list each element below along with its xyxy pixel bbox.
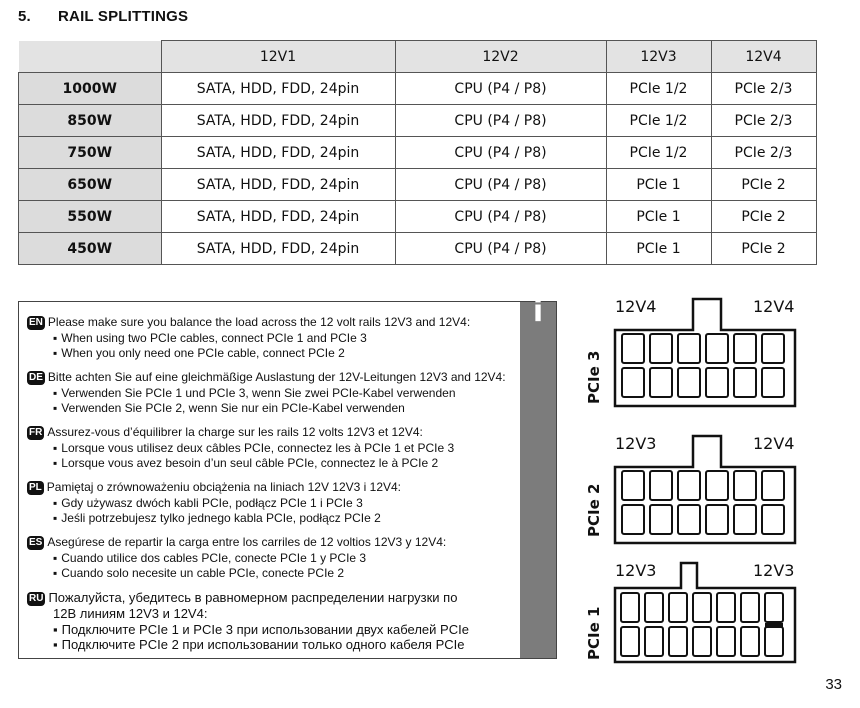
- connector-pcie1-outline: [585, 560, 800, 676]
- language-badge-en: EN: [29, 317, 43, 328]
- table-cell: CPU (P4 / P8): [395, 137, 606, 169]
- note-de: [27, 370, 506, 417]
- language-badge-de: DE: [29, 372, 43, 383]
- table-row: [19, 201, 817, 233]
- table-cell: PCIe 1: [606, 201, 711, 233]
- table-cell: PCIe 2: [711, 169, 816, 201]
- table-cell: PCIe 2: [711, 201, 816, 233]
- note-en: [27, 315, 470, 362]
- note-text: Asegúrese de repartir la carga entre los carriles de 12 voltios 12V3 y 12V4:: [47, 535, 447, 549]
- note-bullet: ▪ Lorsque vous avez besoin d’un seul câble PCIe, connectez le à PCIe 2: [27, 456, 454, 472]
- column-header: 12V3: [606, 41, 711, 73]
- table-cell: CPU (P4 / P8): [395, 233, 606, 265]
- note-text: Pamiętaj o zrównoważeniu obciążenia na liniach 12V 12V3 i 12V4:: [46, 480, 402, 494]
- note-bullet: ▪ Cuando utilice dos cables PCIe, conecte PCIe 1 y PCIe 3: [27, 551, 446, 567]
- table-row: [19, 73, 817, 105]
- section-title: RAIL SPLITTINGS: [58, 8, 189, 25]
- column-header: 12V4: [711, 41, 816, 73]
- note-bullet: ▪ Verwenden Sie PCIe 1 und PCIe 3, wenn Sie zwei PCIe-Kabel verwenden: [27, 386, 506, 402]
- table-cell: CPU (P4 / P8): [395, 169, 606, 201]
- connector-pcie3: [585, 296, 800, 412]
- note-pl: [27, 480, 401, 527]
- table-cell: SATA, HDD, FDD, 24pin: [161, 137, 395, 169]
- note-text: Пожалуйста, убедитесь в равномерном распределении нагрузки по: [48, 590, 458, 605]
- note-fr: [27, 425, 454, 472]
- table-cell: PCIe 2/3: [711, 137, 816, 169]
- table-row: [19, 137, 817, 169]
- row-header: 750W: [19, 137, 162, 169]
- note-text: Please make sure you balance the load across the 12 volt rails 12V3 and 12V4:: [47, 315, 471, 329]
- language-badge-pl: PL: [29, 482, 42, 493]
- connector-right-label: 12V3: [753, 561, 795, 580]
- connector-pcie2: [585, 433, 800, 549]
- connector-name: PCIe 3: [585, 350, 603, 404]
- table-row: [19, 169, 817, 201]
- section-number: 5.: [18, 8, 31, 25]
- table-cell: PCIe 1: [606, 169, 711, 201]
- table-cell: PCIe 1: [606, 233, 711, 265]
- row-header: 850W: [19, 105, 162, 137]
- connector-right-label: 12V4: [753, 434, 795, 453]
- connector-left-label: 12V3: [615, 561, 657, 580]
- connector-pcie1: [585, 560, 800, 676]
- connector-pcie2-outline: [585, 433, 800, 549]
- table-row: [19, 105, 817, 137]
- note-text-continued: 12В линиям 12V3 и 12V4:: [53, 606, 208, 621]
- table-corner: [19, 41, 162, 73]
- note-bullet: ▪ Jeśli potrzebujesz tylko jednego kabla PCIe, podłącz PCIe 2: [27, 511, 401, 527]
- table-row: [19, 233, 817, 265]
- note-bullet: ▪ Подключите PCIe 2 при использовании только одного кабеля PCIe: [27, 637, 469, 653]
- table-cell: SATA, HDD, FDD, 24pin: [161, 201, 395, 233]
- table-cell: SATA, HDD, FDD, 24pin: [161, 73, 395, 105]
- note-bullet: ▪ Gdy używasz dwóch kabli PCIe, podłącz PCIe 1 i PCIe 3: [27, 496, 401, 512]
- note-bullet: ▪ Подключите PCIe 1 и PCIe 3 при использовании двух кабелей PCIe: [27, 622, 469, 638]
- table-cell: PCIe 1/2: [606, 105, 711, 137]
- table-cell: PCIe 1/2: [606, 73, 711, 105]
- table-cell: SATA, HDD, FDD, 24pin: [161, 169, 395, 201]
- table-cell: SATA, HDD, FDD, 24pin: [161, 105, 395, 137]
- table-cell: CPU (P4 / P8): [395, 201, 606, 233]
- connector-name: PCIe 2: [585, 483, 603, 537]
- info-sidebar: [520, 294, 556, 658]
- note-bullet: ▪ Verwenden Sie PCIe 2, wenn Sie nur ein PCIe-Kabel verwenden: [27, 401, 506, 417]
- connector-name: PCIe 1: [585, 606, 603, 660]
- row-header: 650W: [19, 169, 162, 201]
- table-header-row: [19, 41, 817, 73]
- connector-left-label: 12V4: [615, 297, 657, 316]
- column-header: 12V2: [395, 41, 606, 73]
- row-header: 450W: [19, 233, 162, 265]
- connector-left-label: 12V3: [615, 434, 657, 453]
- table-cell: PCIe 1/2: [606, 137, 711, 169]
- column-header: 12V1: [161, 41, 395, 73]
- table-cell: PCIe 2/3: [711, 73, 816, 105]
- connector-right-label: 12V4: [753, 297, 795, 316]
- info-icon: i: [532, 294, 544, 329]
- language-badge-fr: FR: [29, 427, 43, 438]
- note-bullet: ▪ Lorsque vous utilisez deux câbles PCIe, connectez les à PCIe 1 et PCIe 3: [27, 441, 454, 457]
- language-badge-ru: RU: [29, 593, 44, 604]
- row-header: 1000W: [19, 73, 162, 105]
- note-ru: [27, 590, 469, 653]
- table-cell: PCIe 2: [711, 233, 816, 265]
- connector-pcie3-outline: [585, 296, 800, 412]
- note-bullet: ▪ Cuando solo necesite un cable PCIe, conecte PCIe 2: [27, 566, 446, 582]
- multilingual-note-box: [18, 294, 557, 659]
- table-cell: PCIe 2/3: [711, 105, 816, 137]
- note-text: Bitte achten Sie auf eine gleichmäßige Auslastung der 12V-Leitungen 12V3 and 12V4:: [47, 370, 506, 384]
- note-bullet: ▪ When you only need one PCIe cable, connect PCIe 2: [27, 346, 470, 362]
- table-cell: CPU (P4 / P8): [395, 73, 606, 105]
- note-bullet: ▪ When using two PCIe cables, connect PCIe 1 and PCIe 3: [27, 331, 470, 347]
- table-cell: SATA, HDD, FDD, 24pin: [161, 233, 395, 265]
- table-cell: CPU (P4 / P8): [395, 105, 606, 137]
- language-badge-es: ES: [29, 537, 43, 548]
- note-es: [27, 535, 446, 582]
- row-header: 550W: [19, 201, 162, 233]
- section-heading: [18, 8, 188, 25]
- page-number: 33: [825, 676, 842, 693]
- note-text: Assurez-vous d’équilibrer la charge sur les rails 12 volts 12V3 et 12V4:: [47, 425, 423, 439]
- rail-splittings-table: [18, 40, 817, 265]
